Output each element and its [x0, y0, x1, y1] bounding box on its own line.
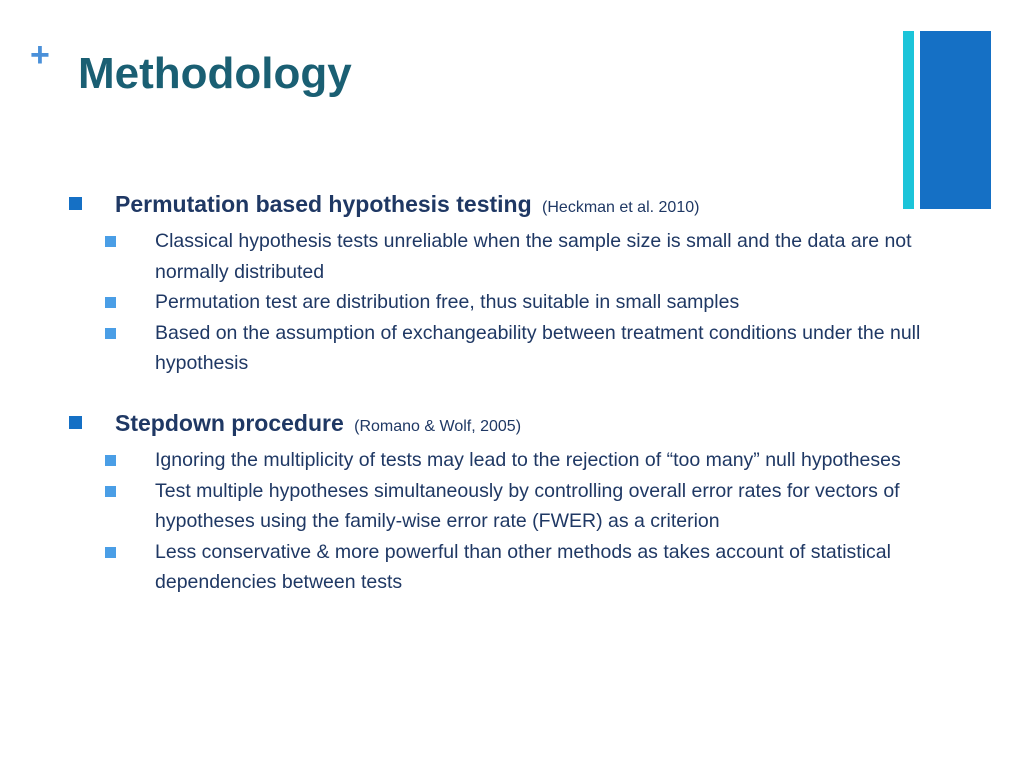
- level1-bullet-item: [0, 405, 1024, 445]
- sub-bullet-text: Classical hypothesis tests unreliable when the sample size is small and the data are not normally distributed: [155, 230, 912, 283]
- section-heading: Permutation based hypothesis testing: [115, 191, 532, 217]
- square-bullet-icon: [69, 197, 82, 210]
- sub-bullet-item: [0, 318, 925, 379]
- sub-bullet-list: [0, 445, 1024, 598]
- sub-bullet-text: Based on the assumption of exchangeability between treatment conditions under the null hypothesis: [155, 321, 921, 374]
- accent-bar-thin: [903, 31, 914, 209]
- accent-bar-thick: [920, 31, 991, 209]
- plus-icon: +: [30, 36, 50, 74]
- sub-bullet-item: [0, 226, 925, 287]
- square-bullet-icon: [105, 328, 116, 339]
- square-bullet-icon: [69, 416, 82, 429]
- sub-bullet-text: Less conservative & more powerful than other methods as takes account of statistical dependencies between tests: [155, 540, 891, 593]
- square-bullet-icon: [105, 486, 116, 497]
- section-citation: (Heckman et al. 2010): [542, 199, 700, 216]
- section-citation: (Romano & Wolf, 2005): [354, 418, 522, 435]
- sub-bullet-item: [0, 287, 925, 318]
- section-heading: Stepdown procedure: [115, 410, 344, 436]
- sub-bullet-text: Test multiple hypotheses simultaneously by controlling overall error rates for vectors of hypotheses using the family-wise error rate (FWER) as a criterion: [155, 479, 900, 532]
- square-bullet-icon: [105, 236, 116, 247]
- square-bullet-icon: [105, 297, 116, 308]
- section-permutation-testing: [0, 186, 1024, 379]
- sub-bullet-item: [0, 445, 925, 476]
- sub-bullet-text: Permutation test are distribution free, thus suitable in small samples: [155, 291, 740, 313]
- sub-bullet-item: [0, 537, 925, 598]
- sub-bullet-list: [0, 226, 1024, 379]
- square-bullet-icon: [105, 455, 116, 466]
- sub-bullet-item: [0, 476, 925, 537]
- level1-bullet-item: [0, 186, 1024, 226]
- slide-title: Methodology: [78, 49, 352, 98]
- sub-bullet-text: Ignoring the multiplicity of tests may lead to the rejection of “too many” null hypotheses: [155, 449, 901, 471]
- section-stepdown-procedure: [0, 405, 1024, 598]
- square-bullet-icon: [105, 547, 116, 558]
